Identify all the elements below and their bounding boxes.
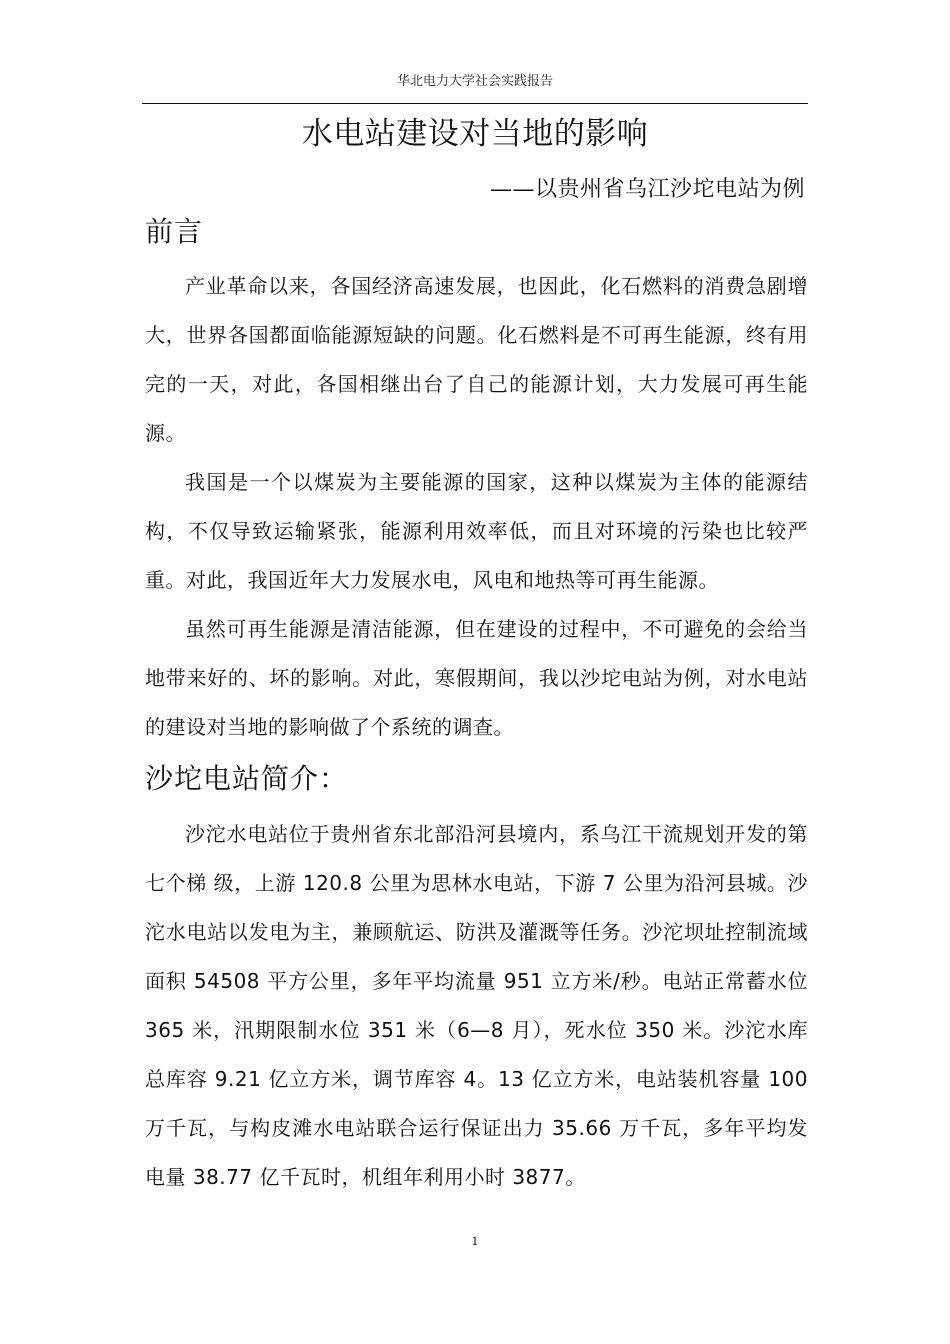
paragraph: 产业革命以来，各国经济高速发展，也因此，化石燃料的消费急剧增大，世界各国都面临能源短缺的问题。化石燃料是不可再生能源，终有用完的一天，对此，各国相继出台了自己的能源计划，大力发展可再生能源。 [145,274,808,445]
running-header: 华北电力大学社会实践报告 [396,74,553,89]
section-heading-station-intro: 沙坨电站简介： [145,762,349,795]
document-title: 水电站建设对当地的影响 [301,116,649,152]
section-heading-preface: 前言 [145,215,204,248]
paragraph: 虽然可再生能源是清洁能源，但在建设的过程中，不可避免的会给当地带来好的、坏的影响。对此，寒假期间，我以沙坨电站为例，对水电站的建设对当地的影响做了个系统的调查。 [145,617,808,739]
page-number: 1 [471,1235,479,1248]
header-divider [142,103,808,104]
paragraph: 我国是一个以煤炭为主要能源的国家，这种以煤炭为主体的能源结构，不仅导致运输紧张，能源利用效率低，而且对环境的污染也比较严重。对此，我国近年大力发展水电，风电和地热等可再生能源。 [145,470,808,592]
paragraph: 沙沱水电站位于贵州省东北部沿河县境内，系乌江干流规划开发的第七个梯 级，上游 120.8 公里为思林水电站，下游 7 公里为沿河县城。沙沱水电站以发电为主，兼顾航运、防洪及灌溉等任务。沙沱坝址控制流域面积 54508 平方公里，多年平均流量 951 立方米/秒。电站正常蓄水位 365 米，汛期限制水位 351 米（6—8 月），死水位 350 米。沙沱水库总库容 9.21 亿立方米，调节库容 4。13 亿立方米，电站装机容量 100 万千瓦，与构皮滩水电站联合运行保证出力 35.66 万千瓦，多年平均发电量 38.77 亿千瓦时，机组年利用小时 3877。 [145,822,808,1189]
document-subtitle: ——以贵州省乌江沙坨电站为例 [489,177,805,202]
